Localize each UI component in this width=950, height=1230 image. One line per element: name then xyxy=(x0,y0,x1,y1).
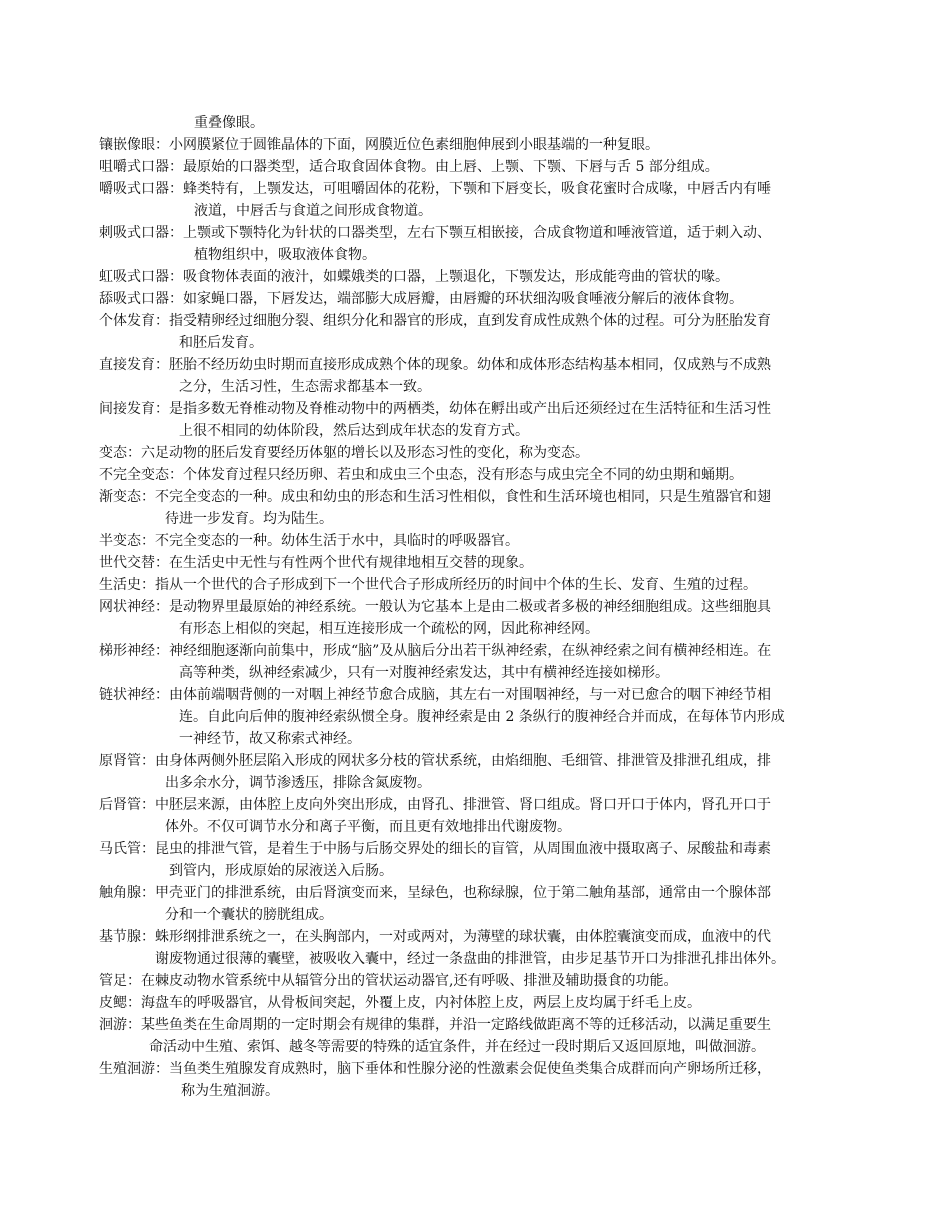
glossary-definition: 神经细胞逐渐向前集中，形成“脑”及从脑后分出若干纵神经索，在纵神经索之间有横神经相连。在 xyxy=(169,643,772,659)
glossary-entry xyxy=(99,882,880,926)
entry-first-line xyxy=(99,992,880,1014)
glossary-definition: 中胚层来源，由体腔上皮向外突出形成，由肾孔、排泄管、肾口组成。肾口开口于体内，肾孔开口于 xyxy=(155,797,771,813)
glossary-entry xyxy=(99,926,880,970)
glossary-definition: 蜂类特有，上颚发达，可咀嚼固体的花粉，下颚和下唇变长，吸食花蜜时合成喙，中唇舌内有唾 xyxy=(183,181,771,197)
glossary-entry xyxy=(99,574,880,596)
glossary-entry xyxy=(99,992,880,1014)
glossary-entry xyxy=(99,750,880,794)
glossary-definition: 不完全变态的一种。幼体生活于水中，具临时的呼吸器官。 xyxy=(155,533,519,549)
glossary-list xyxy=(99,134,880,1102)
glossary-entry xyxy=(99,222,880,266)
glossary-term: 世代交替： xyxy=(99,555,169,571)
entry-continuation-line: 一神经节，故又称索式神经。 xyxy=(179,731,361,747)
entry-continuation-line: 称为生殖洄游。 xyxy=(181,1083,279,1099)
glossary-term: 皮鳃： xyxy=(99,995,141,1011)
glossary-definition: 指受精卵经过细胞分裂、组织分化和器官的形成，直到发育成性成熟个体的过程。可分为胚胎发育 xyxy=(169,313,771,329)
glossary-term: 网状神经： xyxy=(99,599,169,615)
glossary-entry xyxy=(99,640,880,684)
glossary-definition: 当鱼类生殖腺发育成熟时，脑下垂体和性腺分泌的性激素会促使鱼类集合成群而向产卵场所迁移， xyxy=(169,1061,771,1077)
glossary-entry xyxy=(99,156,880,178)
glossary-definition: 小网膜紧位于圆锥晶体的下面，网膜近位色素细胞伸展到小眼基端的一种复眼。 xyxy=(169,137,659,153)
glossary-definition: 是指多数无脊椎动物及脊椎动物中的两栖类，幼体在孵出或产出后还须经过在生活特征和生活习性 xyxy=(169,401,771,417)
glossary-definition: 由体前端咽背侧的一对咽上神经节愈合成脑，其左右一对围咽神经，与一对已愈合的咽下神经节相 xyxy=(169,687,771,703)
glossary-term: 不完全变态： xyxy=(99,467,183,483)
glossary-definition: 在棘皮动物水管系统中从辐管分出的管状运动器官,还有呼吸、排泄及辅助摄食的功能。 xyxy=(141,973,678,989)
entry-first-line xyxy=(99,442,880,464)
entry-first-line xyxy=(99,354,880,376)
glossary-term: 触角腺： xyxy=(99,885,155,901)
entry-first-line xyxy=(99,574,880,596)
entry-first-line xyxy=(99,596,880,618)
glossary-entry xyxy=(99,552,880,574)
glossary-term: 渐变态： xyxy=(99,489,155,505)
glossary-entry xyxy=(99,464,880,486)
entry-continuation-line: 连。自此向后伸的腹神经索纵惯全身。腹神经索是由 2 条纵行的腹神经合并而成，在每体节内形成 xyxy=(179,709,785,725)
entry-first-line xyxy=(99,464,880,486)
glossary-entry xyxy=(99,398,880,442)
glossary-definition: 在生活史中无性与有性两个世代有规律地相互交替的现象。 xyxy=(169,555,533,571)
glossary-entry xyxy=(99,354,880,398)
glossary-entry xyxy=(99,970,880,992)
glossary-definition: 最原始的口器类型，适合取食固体食物。由上唇、上颚、下颚、下唇与舌 5 部分组成。 xyxy=(183,159,719,175)
entry-continuation-line: 体外。不仅可调节水分和离子平衡，而且更有效地排出代谢废物。 xyxy=(165,819,571,835)
glossary-definition: 某些鱼类在生命周期的一定时期会有规律的集群，并沿一定路线做距离不等的迁移活动，以满足重要生 xyxy=(141,1017,771,1033)
glossary-term: 生殖洄游： xyxy=(99,1061,169,1077)
glossary-term: 梯形神经： xyxy=(99,643,169,659)
glossary-definition: 胚胎不经历幼虫时期而直接形成成熟个体的现象。幼体和成体形态结构基本相同，仅成熟与不成熟 xyxy=(169,357,771,373)
glossary-term: 虹吸式口器： xyxy=(99,269,183,285)
glossary-definition: 由身体两侧外胚层陷入形成的网状多分枝的管状系统，由焰细胞、毛细管、排泄管及排泄孔组成，排 xyxy=(155,753,771,769)
glossary-definition: 个体发育过程只经历卵、若虫和成虫三个虫态，没有形态与成虫完全不同的幼虫期和蛹期。 xyxy=(183,467,743,483)
glossary-term: 生活史： xyxy=(99,577,155,593)
entry-continuation-line: 之分，生活习性，生态需求都基本一致。 xyxy=(179,379,431,395)
entry-first-line xyxy=(99,640,880,662)
entry-continuation-line: 出多余水分，调节渗透压，排除含氮废物。 xyxy=(165,775,431,791)
glossary-entry xyxy=(99,838,880,882)
glossary-term: 链状神经： xyxy=(99,687,169,703)
glossary-term: 镶嵌像眼： xyxy=(99,137,169,153)
entry-first-line xyxy=(99,552,880,574)
glossary-entry xyxy=(99,288,880,310)
entry-continuation-line: 谢废物通过很薄的囊壁，被吸收入囊中，经过一条盘曲的排泄管，由步足基节开口为排泄孔排出体外。 xyxy=(155,951,785,967)
glossary-definition: 如家蝇口器，下唇发达，端部膨大成唇瓣，由唇瓣的环状细沟吸食唾液分解后的液体食物。 xyxy=(183,291,743,307)
glossary-definition: 上颚或下颚特化为针状的口器类型，左右下颚互相嵌接，合成食物道和唾液管道，适于刺入动、 xyxy=(183,225,771,241)
entry-continuation-line: 液道，中唇舌与食道之间形成食物道。 xyxy=(194,203,432,219)
entry-continuation-line: 有形态上相似的突起，相互连接形成一个疏松的网，因此称神经网。 xyxy=(179,621,599,637)
glossary-entry xyxy=(99,1014,880,1058)
glossary-definition: 指从一个世代的合子形成到下一个世代合子形成所经历的时间中个体的生长、发育、生殖的过程。 xyxy=(155,577,757,593)
entry-first-line xyxy=(99,1058,880,1080)
glossary-term: 洄游： xyxy=(99,1017,141,1033)
entry-first-line xyxy=(99,398,880,420)
entry-first-line xyxy=(99,838,880,860)
entry-first-line xyxy=(99,222,880,244)
glossary-entry xyxy=(99,1058,880,1102)
glossary-definition: 不完全变态的一种。成虫和幼虫的形态和生活习性相似，食性和生活环境也相同，只是生殖器官和翅 xyxy=(155,489,771,505)
glossary-entry xyxy=(99,310,880,354)
glossary-definition: 甲壳亚门的排泄系统，由后肾演变而来，呈绿色，也称绿腺，位于第二触角基部，通常由一个腺体部 xyxy=(155,885,771,901)
entry-first-line xyxy=(99,684,880,706)
continuation-line: 重叠像眼。 xyxy=(194,115,264,131)
glossary-term: 咀嚼式口器： xyxy=(99,159,183,175)
glossary-term: 基节腺： xyxy=(99,929,155,945)
glossary-term: 直接发育： xyxy=(99,357,169,373)
glossary-term: 管足： xyxy=(99,973,141,989)
entry-first-line xyxy=(99,486,880,508)
entry-first-line xyxy=(99,266,880,288)
glossary-term: 个体发育： xyxy=(99,313,169,329)
entry-continuation-line: 上很不相同的幼体阶段，然后达到成年状态的发育方式。 xyxy=(179,423,529,439)
entry-continuation-line: 命活动中生殖、索饵、越冬等需要的特殊的适宜条件，并在经过一段时期后又返回原地，叫做洄游。 xyxy=(149,1039,765,1055)
glossary-definition: 昆虫的排泄气管，是着生于中肠与后肠交界处的细长的盲管，从周围血液中摄取离子、尿酸盐和毒素 xyxy=(155,841,771,857)
glossary-entry xyxy=(99,596,880,640)
glossary-term: 间接发育： xyxy=(99,401,169,417)
glossary-definition: 是动物界里最原始的神经系统。一般认为它基本上是由二极或者多极的神经细胞组成。这些细胞具 xyxy=(169,599,771,615)
glossary-term: 刺吸式口器： xyxy=(99,225,183,241)
glossary-term: 半变态： xyxy=(99,533,155,549)
entry-first-line xyxy=(99,750,880,772)
glossary-term: 变态： xyxy=(99,445,141,461)
glossary-entry xyxy=(99,530,880,552)
entry-continuation-line: 到管内，形成原始的尿液送入后肠。 xyxy=(169,863,393,879)
entry-first-line xyxy=(99,1014,880,1036)
glossary-entry xyxy=(99,178,880,222)
glossary-entry xyxy=(99,794,880,838)
entry-first-line xyxy=(99,310,880,332)
glossary-term: 马氏管： xyxy=(99,841,155,857)
entry-continuation-line: 植物组织中，吸取液体食物。 xyxy=(194,247,376,263)
glossary-term: 后肾管： xyxy=(99,797,155,813)
entry-first-line xyxy=(99,288,880,310)
glossary-term: 原肾管： xyxy=(99,753,155,769)
glossary-definition: 吸食物体表面的液汁，如蝶娥类的口器，上颚退化，下颚发达，形成能弯曲的管状的喙。 xyxy=(183,269,729,285)
entry-first-line xyxy=(99,530,880,552)
entry-first-line xyxy=(99,156,880,178)
entry-continuation-line: 和胚后发育。 xyxy=(179,335,263,351)
glossary-term: 舔吸式口器： xyxy=(99,291,183,307)
glossary-entry xyxy=(99,134,880,156)
glossary-definition: 海盘车的呼吸器官，从骨板间突起，外覆上皮，内衬体腔上皮，两层上皮均属于纤毛上皮。 xyxy=(141,995,701,1011)
glossary-definition: 六足动物的胚后发育要经历体躯的增长以及形态习性的变化，称为变态。 xyxy=(141,445,589,461)
entry-first-line xyxy=(99,970,880,992)
entry-first-line xyxy=(99,134,880,156)
entry-first-line xyxy=(99,926,880,948)
entry-first-line xyxy=(99,882,880,904)
entry-continuation-line: 分和一个囊状的膀胱组成。 xyxy=(165,907,333,923)
entry-first-line xyxy=(99,178,880,200)
glossary-entry xyxy=(99,684,880,750)
glossary-term: 嚼吸式口器： xyxy=(99,181,183,197)
glossary-entry xyxy=(99,266,880,288)
glossary-entry xyxy=(99,486,880,530)
entry-continuation-line: 待进一步发育。均为陆生。 xyxy=(165,511,333,527)
glossary-definition: 蛛形纲排泄系统之一，在头胸部内，一对或两对，为薄壁的球状囊，由体腔囊演变而成，血液中的代 xyxy=(155,929,771,945)
entry-first-line xyxy=(99,794,880,816)
entry-continuation-line: 高等种类，纵神经索减少，只有一对腹神经索发达，其中有横神经连接如梯形。 xyxy=(179,665,669,681)
glossary-entry xyxy=(99,442,880,464)
document-page xyxy=(99,112,880,1102)
